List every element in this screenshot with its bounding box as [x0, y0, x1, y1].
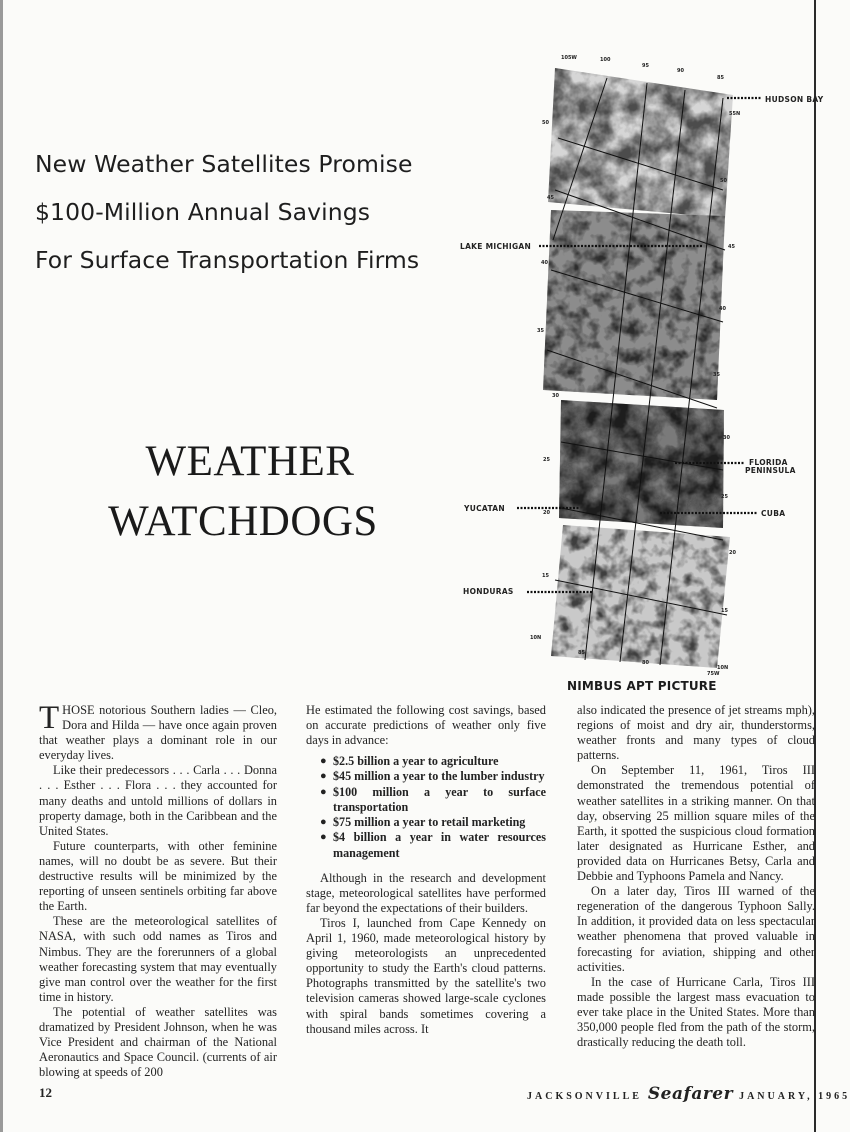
bullet-icon: ●	[320, 831, 327, 844]
tick-lon-75w-bottom: 75W	[707, 671, 720, 677]
paragraph-6: He estimated the following cost savings, based on accurate predictions of weather only five days in advance:	[306, 703, 546, 748]
tick-lat-40-left: 40	[541, 260, 548, 266]
bullet-icon: ●	[320, 755, 327, 768]
satellite-photo	[455, 50, 816, 695]
bullet-icon: ●	[320, 816, 327, 829]
tick-lat-50-right: 50	[720, 178, 727, 184]
label-honduras: HONDURAS	[463, 587, 514, 596]
tick-lat-40-right: 40	[719, 306, 726, 312]
headline-line-1: New Weather Satellites Promise	[35, 150, 413, 178]
tick-lat-30-left: 30	[552, 393, 559, 399]
tick-lat-10n-left: 10N	[530, 635, 542, 641]
tick-lat-15-left: 15	[542, 573, 549, 579]
savings-item	[320, 769, 546, 784]
tick-lat-25-right: 25	[721, 494, 728, 500]
savings-item	[320, 785, 546, 815]
tick-lon-90: 90	[677, 68, 684, 74]
tick-lat-25-left: 25	[543, 457, 550, 463]
label-yucatan: YUCATAN	[464, 504, 505, 513]
savings-item	[320, 830, 546, 860]
paragraph-4: These are the meteorological satellites of NASA, with such odd names as Tiros and Nimbus. They are the forerunners of a global weather forecasting system that may eventually give man control over the weather for the first time in history.	[39, 914, 277, 1004]
tick-lon-80-bottom: 80	[642, 660, 649, 666]
tick-lat-10n-right: 10N	[717, 665, 729, 671]
savings-item	[320, 815, 546, 830]
label-hudson-bay: HUDSON BAY	[765, 95, 824, 104]
tick-lon-95: 95	[642, 63, 649, 69]
savings-item-text: $4 billion a year in water resources management	[333, 830, 546, 860]
headline-line-3: For Surface Transportation Firms	[35, 246, 420, 274]
footer-city: JACKSONVILLE	[527, 1091, 642, 1102]
page-left-edge	[0, 0, 3, 1132]
savings-item	[320, 754, 546, 769]
paragraph-3: Future counterparts, with other feminine names, will no doubt be as severe. But their destructive results will be minimized by the reporting of unseen sentinels orbiting far above the Earth.	[39, 838, 277, 914]
label-lake-michigan: LAKE MICHIGAN	[460, 242, 532, 251]
tick-lat-45-right: 45	[728, 244, 735, 250]
tick-lon-100: 100	[600, 57, 611, 63]
article-title-line-2: WATCHDOGS	[108, 498, 378, 545]
article-column-1	[39, 700, 277, 1080]
paragraph-8: Tiros I, launched from Cape Kennedy on April 1, 1960, made meteorological history by giving meteorologists an unprecedented opportunity to study the Earth's cloud patterns. Photographs transmitted by the satellite's two television cameras showed large-scale cyclones with spiral bands sometimes covering a thousand miles across. It	[306, 915, 546, 1036]
tick-lat-20-right: 20	[729, 550, 736, 556]
savings-item-text: $75 million a year to retail marketing	[333, 815, 526, 830]
headline-line-2: $100-Million Annual Savings	[35, 198, 371, 226]
paragraph-9: also indicated the presence of jet streams mph), regions of moist and dry air, thunderstorms, weather fronts and many types of cloud patterns.	[577, 703, 815, 763]
tick-lat-55n: 55N	[729, 111, 741, 117]
label-peninsula: PENINSULA	[745, 466, 796, 475]
footer-date: JANUARY, 1965	[739, 1091, 850, 1102]
page-number: 12	[39, 1085, 52, 1100]
tick-lat-20-left: 20	[543, 510, 550, 516]
article-column-3	[577, 703, 815, 1050]
savings-item-text: $100 million a year to surface transportation	[333, 784, 546, 814]
bullet-icon: ●	[320, 770, 327, 783]
tick-lat-30-right: 30	[723, 435, 730, 441]
article-title	[100, 432, 400, 552]
tick-lat-45-left: 45	[547, 195, 554, 201]
tick-lat-35-left: 35	[537, 328, 544, 334]
tick-lon-85-bottom: 85	[578, 650, 585, 656]
headline	[35, 140, 455, 284]
savings-list	[306, 754, 546, 860]
paragraph-5: The potential of weather satellites was dramatized by President Johnson, when he was Vice President and chairman of the National Aeronautics and Space Council. (currents of air blowing at speeds of 200	[39, 1004, 277, 1080]
paragraph-2: Like their predecessors . . . Carla . . . Donna . . . Esther . . . Flora . . . they accounted for many deaths and untold millions of dollars in property damage, both in the Caribbean and the United States.	[39, 763, 277, 838]
running-footer	[527, 1084, 850, 1104]
tick-lon-85: 85	[717, 75, 724, 81]
tick-lat-50-left: 50	[542, 120, 549, 126]
photo-strip-4	[551, 525, 730, 668]
label-florida: FLORIDA	[749, 458, 788, 467]
drop-cap: T	[39, 700, 60, 736]
photo-strip-2	[543, 210, 725, 400]
paragraph-10: On September 11, 1961, Tiros III demonstrated the tremendous potential of weather satellites in a striking manner. On that day, observing 25 million square miles of the Earth, it spotted the suspicious cloud formation later designated as Hurricane Esther, and provided data on Hurricanes Betsy, Carla and Debbie and Typhoons Pamela and Nancy.	[577, 763, 815, 884]
tick-lon-105w: 105W	[561, 55, 577, 61]
paragraph-7: Although in the research and development stage, meteorological satellites have performed far beyond the expectations of their builders.	[306, 870, 546, 915]
tick-lat-35-right: 35	[713, 372, 720, 378]
bullet-icon: ●	[320, 785, 327, 798]
savings-item-text: $45 million a year to the lumber industry	[333, 769, 545, 784]
satellite-photo-map	[455, 50, 824, 695]
photo-caption: NIMBUS APT PICTURE	[567, 679, 717, 693]
tick-lat-15-right: 15	[721, 608, 728, 614]
label-cuba: CUBA	[761, 509, 786, 518]
savings-item-text: $2.5 billion a year to agriculture	[333, 754, 499, 769]
article-column-2	[306, 703, 546, 1037]
paragraph-11: On a later day, Tiros III warned of the regeneration of the dangerous Typhoon Sally. In addition, it provided data on less spectacular weather phenomena that proved valuable in forecasting for aviation, shipping and other activities.	[577, 884, 815, 974]
article-title-line-1: WEATHER	[145, 438, 355, 485]
paragraph-1	[39, 700, 277, 763]
paragraph-1-text: HOSE notorious Southern ladies — Cleo, Dora and Hilda — have once again proven that weather plays a dominant role in our everyday lives.	[39, 703, 277, 763]
photo-strip-3	[559, 400, 724, 528]
footer-brand: Seafarer	[647, 1084, 734, 1104]
paragraph-12: In the case of Hurricane Carla, Tiros III made possible the largest mass evacuation to ever take place in the United States. More than 350,000 people fled from the path of the storm, drastically reducing the death toll.	[577, 974, 815, 1050]
